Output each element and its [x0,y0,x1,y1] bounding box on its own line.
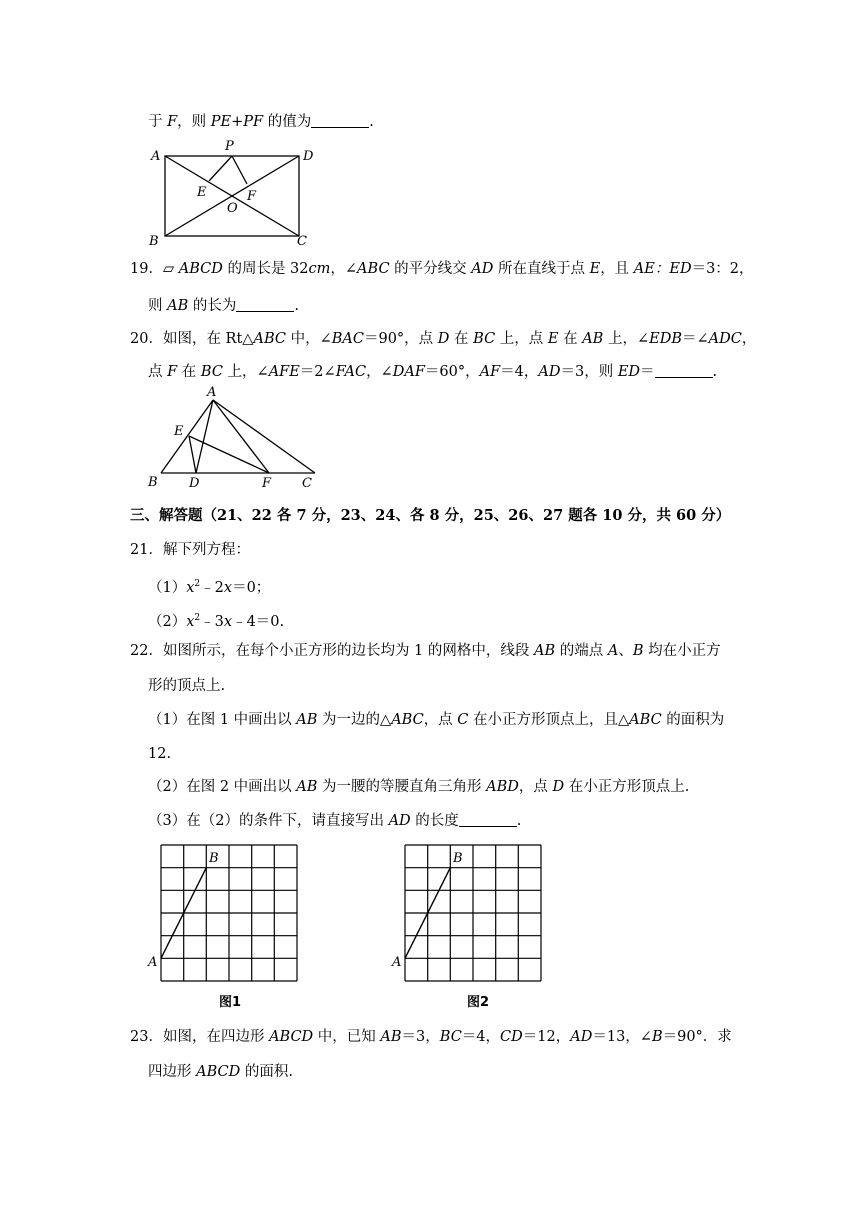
figure-18-rectangle [145,138,345,248]
grid2-label-a: A [392,955,402,970]
q19-line-2: 则 AB 的长为 . [148,298,299,314]
q22-part3: （3）在（2）的条件下，请直接写出 AD 的长度 . [148,813,522,829]
fig18-label-f: F [247,189,257,204]
answer-blank[interactable] [459,812,517,827]
grid1-label-a: A [148,955,158,970]
parallelogram-symbol: ▱ [162,261,175,277]
fig20-label-a: A [207,385,217,400]
fig18-label-a: A [151,149,161,164]
answer-blank[interactable] [236,297,294,312]
q22-line-2: 形的顶点上. [148,678,226,694]
q20-line-2: 点 F 在 BC 上，∠AFE＝2∠FAC，∠DAF＝60°，AF＝4，AD＝3，则 ED＝ . [148,364,718,380]
grid2-caption: 图2 [467,995,490,1010]
grid2-label-b: B [453,851,463,866]
section-3-title: 三、解答题（21、22 各 7 分，23、24、各 8 分，25、26、27 题各 10 分，共 60 分） [130,507,731,524]
q21-title: 21．解下列方程： [130,542,250,558]
grid1-caption: 图1 [219,995,242,1010]
q23-line-2: 四边形 ABCD 的面积. [148,1064,293,1080]
q22-part2: （2）在图 2 中画出以 AB 为一腰的等腰直角三角形 ABD，点 D 在小正方形顶点上. [148,779,690,795]
q18-tail: 于 F，则 PE+PF 的值为 . [148,114,374,130]
figure-20-triangle [145,385,325,491]
fig20-label-e: E [174,424,184,439]
expression: PE+PF [210,114,264,130]
q23-line-1: 23．如图，在四边形 ABCD 中，已知 AB＝3，BC＝4，CD＝12，AD＝13，∠B＝90°．求 [130,1029,732,1045]
fig18-label-b: B [149,234,159,249]
grid-figure-1 [145,835,315,1015]
fig18-label-d: D [303,149,314,164]
fig18-label-o: O [227,201,238,216]
fig20-label-c: C [302,476,312,491]
q21-eq1: $(1)x^2﹣2x=0$； [148,579,271,596]
fig18-label-p: P [225,139,234,154]
grid-figure-2 [389,835,559,1015]
q22-line-1: 22．如图所示，在每个小正方形的边长均为 1 的网格中，线段 AB 的端点 A、B 均在小正方 [130,643,721,659]
fig20-label-f: F [262,476,272,491]
grid1-label-b: B [209,851,219,866]
q22-part1-line-1: （1）在图 1 中画出以 AB 为一边的△ABC，点 C 在小正方形顶点上，且△ABC 的面积为 [148,712,725,728]
fig20-label-b: B [148,475,158,490]
point-f: F [167,114,178,130]
fig20-label-d: D [189,476,200,491]
fig18-label-c: C [297,234,307,249]
q22-part1-line-2: 12. [148,746,172,762]
q19-line-1: 19．▱ ABCD 的周长是 32cm，∠ABC 的平分线交 AD 所在直线于点 E，且 AE：ED＝3：2， [130,261,754,277]
answer-blank[interactable] [655,363,713,378]
fig18-label-e: E [197,185,207,200]
answer-blank[interactable] [311,113,369,128]
q20-line-1: 20．如图，在 Rt△ABC 中，∠BAC＝90°，点 D 在 BC 上，点 E 在 AB 上，∠EDB＝∠ADC， [130,331,757,347]
q21-eq2: $(2)x^2﹣3x﹣4=0$. [148,613,285,630]
